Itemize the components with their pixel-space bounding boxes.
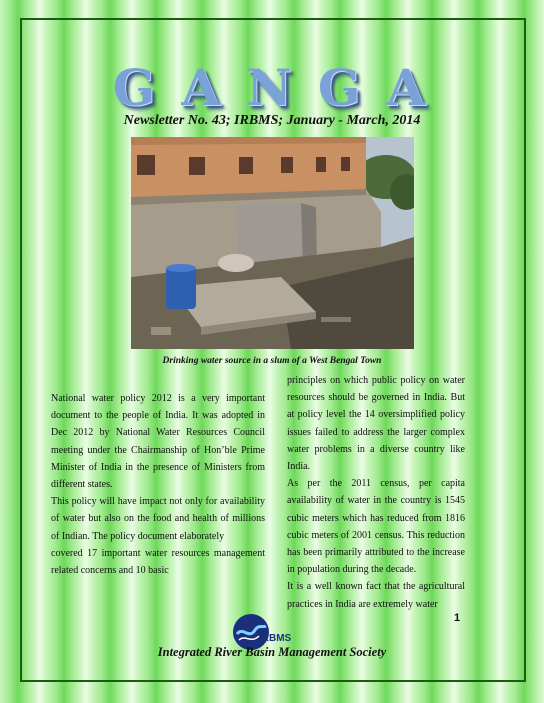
- article-left-column: [51, 390, 265, 579]
- article-paragraph: covered 17 important water resources management related concerns and 10 basic: [51, 547, 265, 577]
- article-paragraph: principles on which public policy on water resources should be governed in India. But at policy level the 14 oversimplified policy issues failed to address the larger complex water problems in a diverse country like India.: [287, 375, 465, 473]
- logo-text: IRBMS: [259, 633, 292, 644]
- article-paragraph: This policy will have impact not only for availability of water but also on the food and health of millions of Indian. The policy document elaborately: [51, 496, 265, 542]
- cover-photo: [131, 137, 414, 349]
- issue-line: Newsletter No. 43; IRBMS; January - March, 2014: [123, 113, 421, 128]
- article-paragraph: As per the 2011 census, per capita availability of water in the country is 1545 cubic meters which has reduced from 1816 cubic meters of 2001 census. This reduction has been primarily attributed to the increase in population during the decade.: [287, 478, 465, 576]
- page-number: 1: [454, 612, 461, 624]
- photo-caption: Drinking water source in a slum of a West Bengal Town: [162, 356, 382, 366]
- article-right-column: [287, 372, 465, 613]
- article-paragraph: National water policy 2012 is a very important document to the people of India. It was adopted in Dec 2012 by National Water Resources Council meeting under the Chairmanship of Hon’ble Prime Minister of India in the presence of Ministers from different states.: [51, 393, 265, 491]
- organization-name: Integrated River Basin Management Society: [157, 645, 387, 659]
- article-paragraph: It is a well known fact that the agricultural practices in India are extremely water: [287, 581, 465, 610]
- newsletter-masthead: GANGA: [112, 58, 452, 117]
